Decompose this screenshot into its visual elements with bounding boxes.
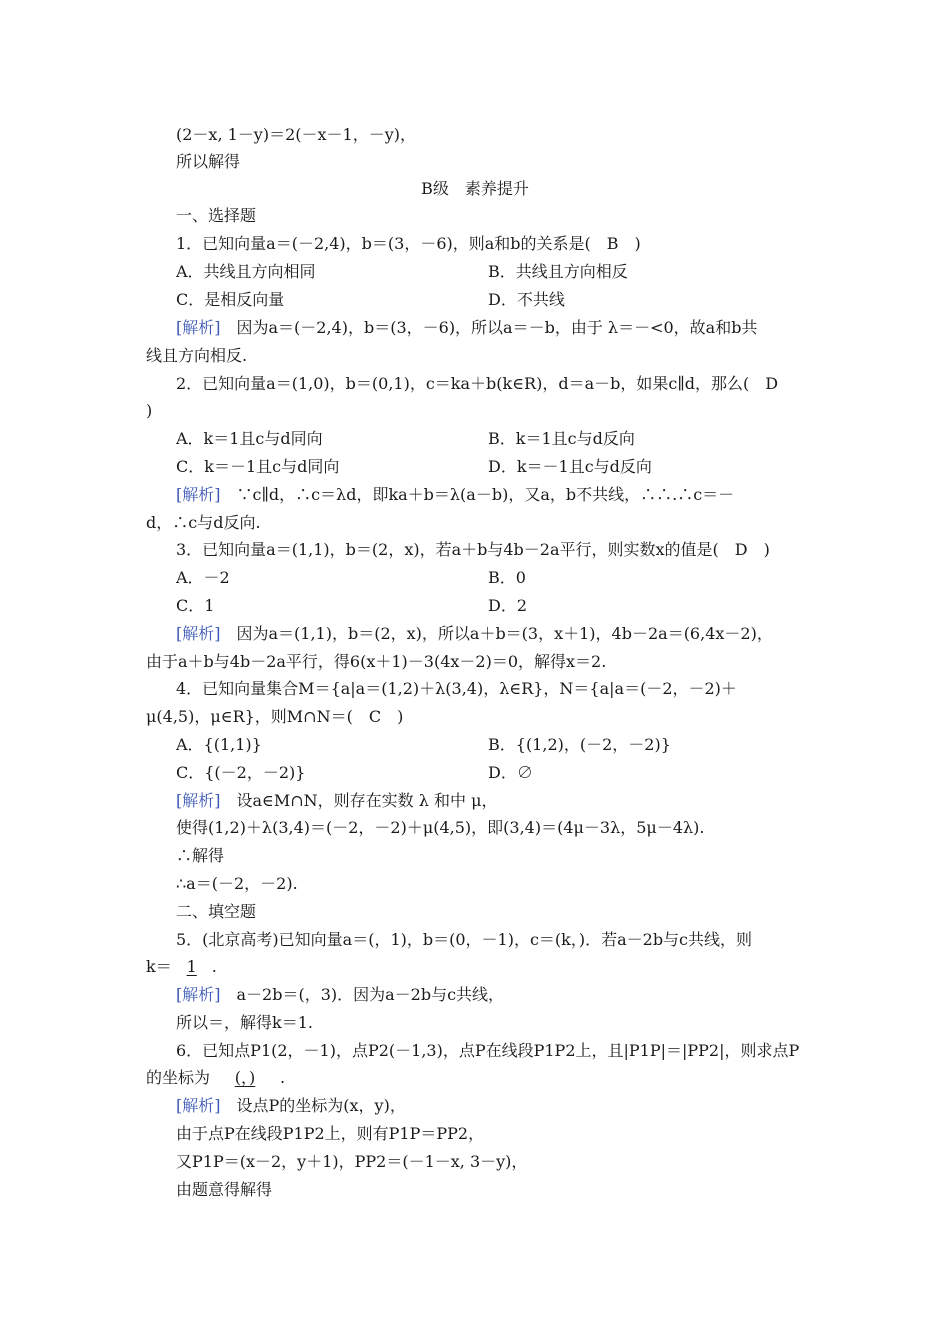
analysis-line [176, 623, 773, 645]
answer-blank: 1 [186, 957, 197, 976]
option-b: B．0 [488, 568, 526, 587]
fill-prefix: k＝ [146, 957, 172, 976]
text-line: 由于a＋b与4b－2a平行，得6(x＋1)－3(4x－2)＝0，解得x＝2. [146, 652, 607, 671]
text-line: ∴a＝(－2，－2). [176, 874, 298, 893]
text-line: 使得(1,2)＋λ(3,4)＝(－2，－2)＋μ(4,5)，即(3,4)＝(4μ－3λ，5μ－4λ). [176, 818, 705, 837]
question-3: 3．已知向量a＝(1,1)，b＝(2，x)，若a＋b与4b－2a平行，则实数x的值是( D ) [176, 540, 770, 559]
text-line [146, 1067, 285, 1089]
analysis-text: a－2b＝(，3)．因为a－2b与c共线， [220, 985, 505, 1004]
text-line: 由题意得解得 [176, 1180, 273, 1199]
option-d: D．k＝－1且c与d反向 [488, 457, 652, 476]
analysis-line [176, 1095, 406, 1117]
answer-blank: (，) [234, 1068, 256, 1087]
analysis-tag: [解析] [176, 318, 221, 337]
text-line: μ(4,5)，μ∈R}，则M∩N＝( C ) [146, 707, 404, 726]
option-a: A．－2 [176, 568, 230, 587]
text-line: 又P1P＝(x－2，y＋1)，PP2＝(－1－x, 3－y)， [176, 1152, 528, 1171]
subsection-heading: 二、填空题 [176, 902, 257, 921]
text-line: ∴解得 [176, 846, 225, 865]
text-line: 所以＝，解得k＝1. [176, 1013, 313, 1032]
analysis-text: 因为a＝(1,1)，b＝(2，x)，所以a＋b＝(3，x＋1)，4b－2a＝(6,4x－2)， [220, 624, 773, 643]
analysis-tag: [解析] [176, 791, 221, 810]
text-line [146, 956, 217, 978]
text-line: 由于点P在线段P1P2上，则有P1P＝PP2， [176, 1124, 485, 1143]
analysis-line [176, 790, 497, 812]
analysis-line [176, 317, 757, 339]
text-line: 线且方向相反. [146, 346, 248, 365]
analysis-text: ∵c∥d，∴c＝λd，即ka＋b＝λ(a－b)，又a，b不共线，∴∴.∴c＝－ [220, 485, 735, 504]
analysis-line [176, 984, 504, 1006]
section-heading: B级 素养提升 [421, 179, 529, 198]
option-d: D．不共线 [488, 290, 565, 309]
fill-prefix: 的坐标为 [146, 1068, 211, 1087]
option-a: A．k＝1且c与d同向 [176, 429, 323, 448]
analysis-tag: [解析] [176, 624, 221, 643]
option-c: C．{(－2，－2)} [176, 763, 306, 782]
text-line: 所以解得 [176, 152, 241, 171]
analysis-tag: [解析] [176, 1096, 221, 1115]
question-6: 6．已知点P1(2，－1)，点P2(－1,3)，点P在线段P1P2上，且|P1P|＝|PP2|，则求点P [176, 1041, 800, 1060]
text-line: ) [146, 401, 153, 420]
option-d: D．∅ [488, 763, 533, 782]
analysis-tag: [解析] [176, 985, 221, 1004]
text-line: d，∴c与d反向. [146, 513, 261, 532]
fill-suffix: . [211, 957, 217, 976]
option-b: B．k＝1且c与d反向 [488, 429, 635, 448]
question-2: 2．已知向量a＝(1,0)，b＝(0,1)，c＝ka＋b(k∈R)，d＝a－b，如果c∥d，那么( D [176, 374, 779, 393]
option-c: C．k＝－1且c与d同向 [176, 457, 340, 476]
subsection-heading: 一、选择题 [176, 206, 257, 225]
option-b: B．{(1,2)，(－2，－2)} [488, 735, 671, 754]
question-1: 1．已知向量a＝(－2,4)，b＝(3，－6)，则a和b的关系是( B ) [176, 234, 641, 253]
analysis-text: 设点P的坐标为(x，y)， [220, 1096, 406, 1115]
analysis-text: 设a∈M∩N，则存在实数 λ 和中 μ， [220, 791, 498, 810]
option-a: A．共线且方向相同 [176, 262, 316, 281]
question-5: 5．(北京高考)已知向量a＝(，1)，b＝(0，－1)，c＝(k，)．若a－2b与c共线，则 [176, 930, 753, 949]
analysis-tag: [解析] [176, 485, 221, 504]
analysis-line [176, 484, 734, 506]
analysis-text: 因为a＝(－2,4)，b＝(3，－6)，所以a＝－b，由于 λ＝－<0，故a和b共 [220, 318, 758, 337]
fill-suffix: . [280, 1068, 286, 1087]
option-a: A．{(1,1)} [176, 735, 262, 754]
option-c: C．1 [176, 596, 215, 615]
option-c: C．是相反向量 [176, 290, 285, 309]
question-4: 4．已知向量集合M＝{a|a＝(1,2)＋λ(3,4)，λ∈R}，N＝{a|a＝(－2，－2)＋ [176, 679, 737, 698]
option-b: B．共线且方向相反 [488, 262, 628, 281]
text-line: (2－x, 1－y)＝2(－x－1，－y)， [176, 125, 416, 144]
option-d: D．2 [488, 596, 528, 615]
